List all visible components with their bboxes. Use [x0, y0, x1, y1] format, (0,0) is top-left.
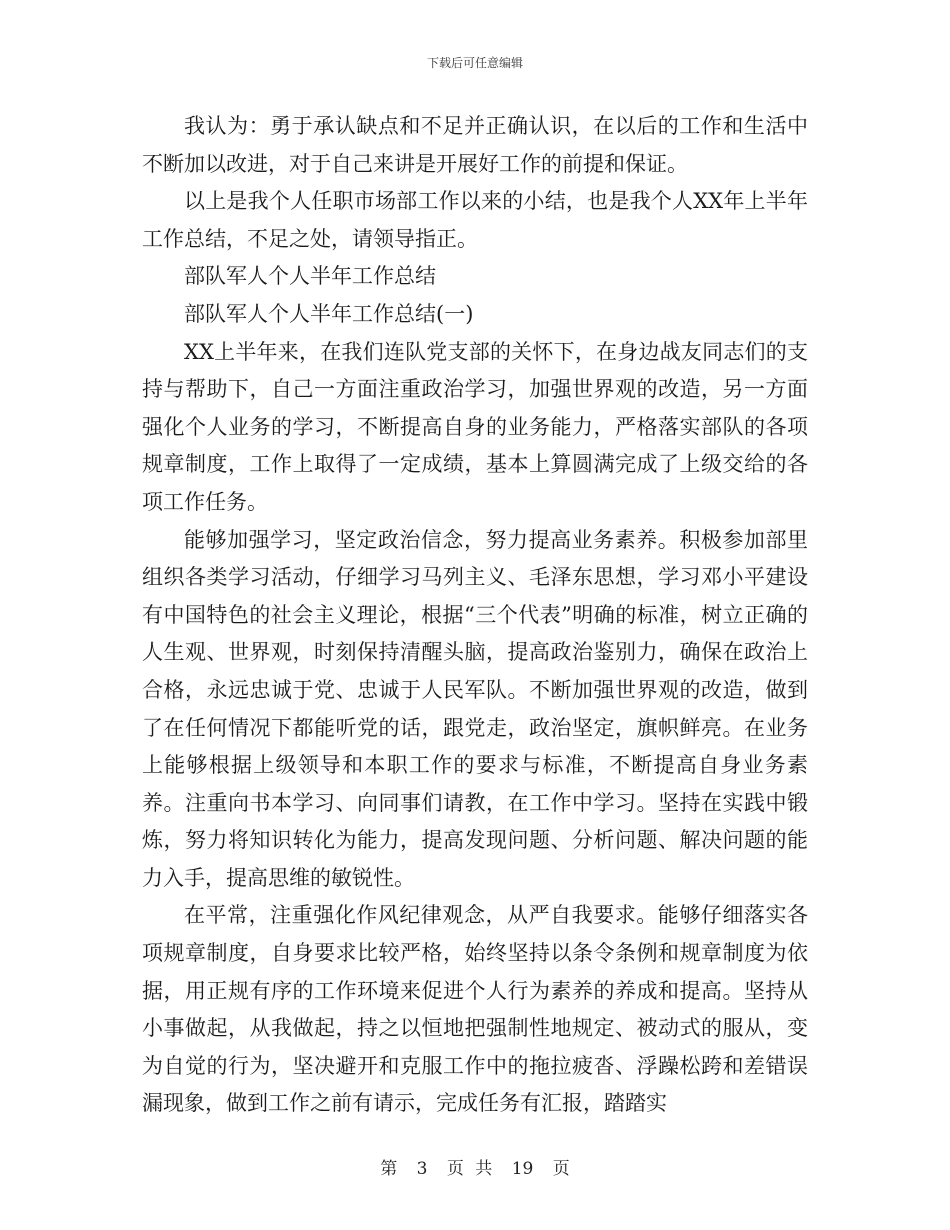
paragraph-5: 在平常，注重强化作风纪律观念，从严自我要求。能够仔细落实各项规章制度，自身要求比较严格，始终坚持以条令条例和规章制度为依据，用正规有序的工作环境来促进个人行为素养的养成和提高。坚持从小事做起，从我做起，持之以恒地把强制性地规定、被动式的服从，变为自觉的行为，坚决避开和克服工作中的拖拉疲沓、浮躁松跨和差错误漏现象，做到工作之前有请示，完成任务有汇报，踏踏实: [142, 903, 808, 1116]
page-footer: [0, 1154, 950, 1179]
paragraph-3: XX上半年来，在我们连队党支部的关怀下，在身边战友同志们的支持与帮助下，自己一方面注重政治学习，加强世界观的改造，另一方面强化个人业务的学习，不断提高自身的业务能力，严格落实部队的各项规章制度，工作上取得了一定成绩，基本上算圆满完成了上级交给的各项工作任务。: [142, 339, 808, 514]
footer-label-end: 页: [552, 1159, 570, 1179]
section-subtitle: 部队军人个人半年工作总结(一): [184, 301, 474, 326]
footer-total-pages: 19: [511, 1159, 534, 1179]
paragraph-4: 能够加强学习，坚定政治信念，努力提高业务素养。积极参加部里组织各类学习活动，仔细学习马列主义、毛泽东思想，学习邓小平建设有中国特色的社会主义理论，根据“三个代表”明确的标准，树立正确的人生观、世界观，时刻保持清醒头脑，提高政治鉴别力，确保在政治上合格，永远忠诚于党、忠诚于人民军队。不断加强世界观的改造，做到了在任何情况下都能听党的话，跟党走，政治坚定，旗帜鲜亮。在业务上能够根据上级领导和本职工作的要求与标准，不断提高自身业务素养。注重向书本学习、向同事们请教，在工作中学习。坚持在实践中锻炼，努力将知识转化为能力，提高发现问题、分析问题、解决问题的能力入手，提高思维的敏锐性。: [142, 527, 808, 890]
section-title: 部队军人个人半年工作总结: [184, 264, 436, 289]
paragraph-1: 我认为：勇于承认缺点和不足并正确认识，在以后的工作和生活中不断加以改进，对于自己来讲是开展好工作的前提和保证。: [142, 114, 808, 176]
footer-label-of: 页 共: [446, 1159, 493, 1179]
page-header-note: 下载后可任意编辑: [426, 56, 523, 70]
paragraph-2: 以上是我个人任职市场部工作以来的小结，也是我个人XX年上半年工作总结，不足之处，请领导指正。: [142, 189, 808, 251]
footer-current-page: 3: [416, 1159, 428, 1179]
document-body: [142, 108, 808, 1123]
footer-label-page: 第: [380, 1159, 398, 1179]
